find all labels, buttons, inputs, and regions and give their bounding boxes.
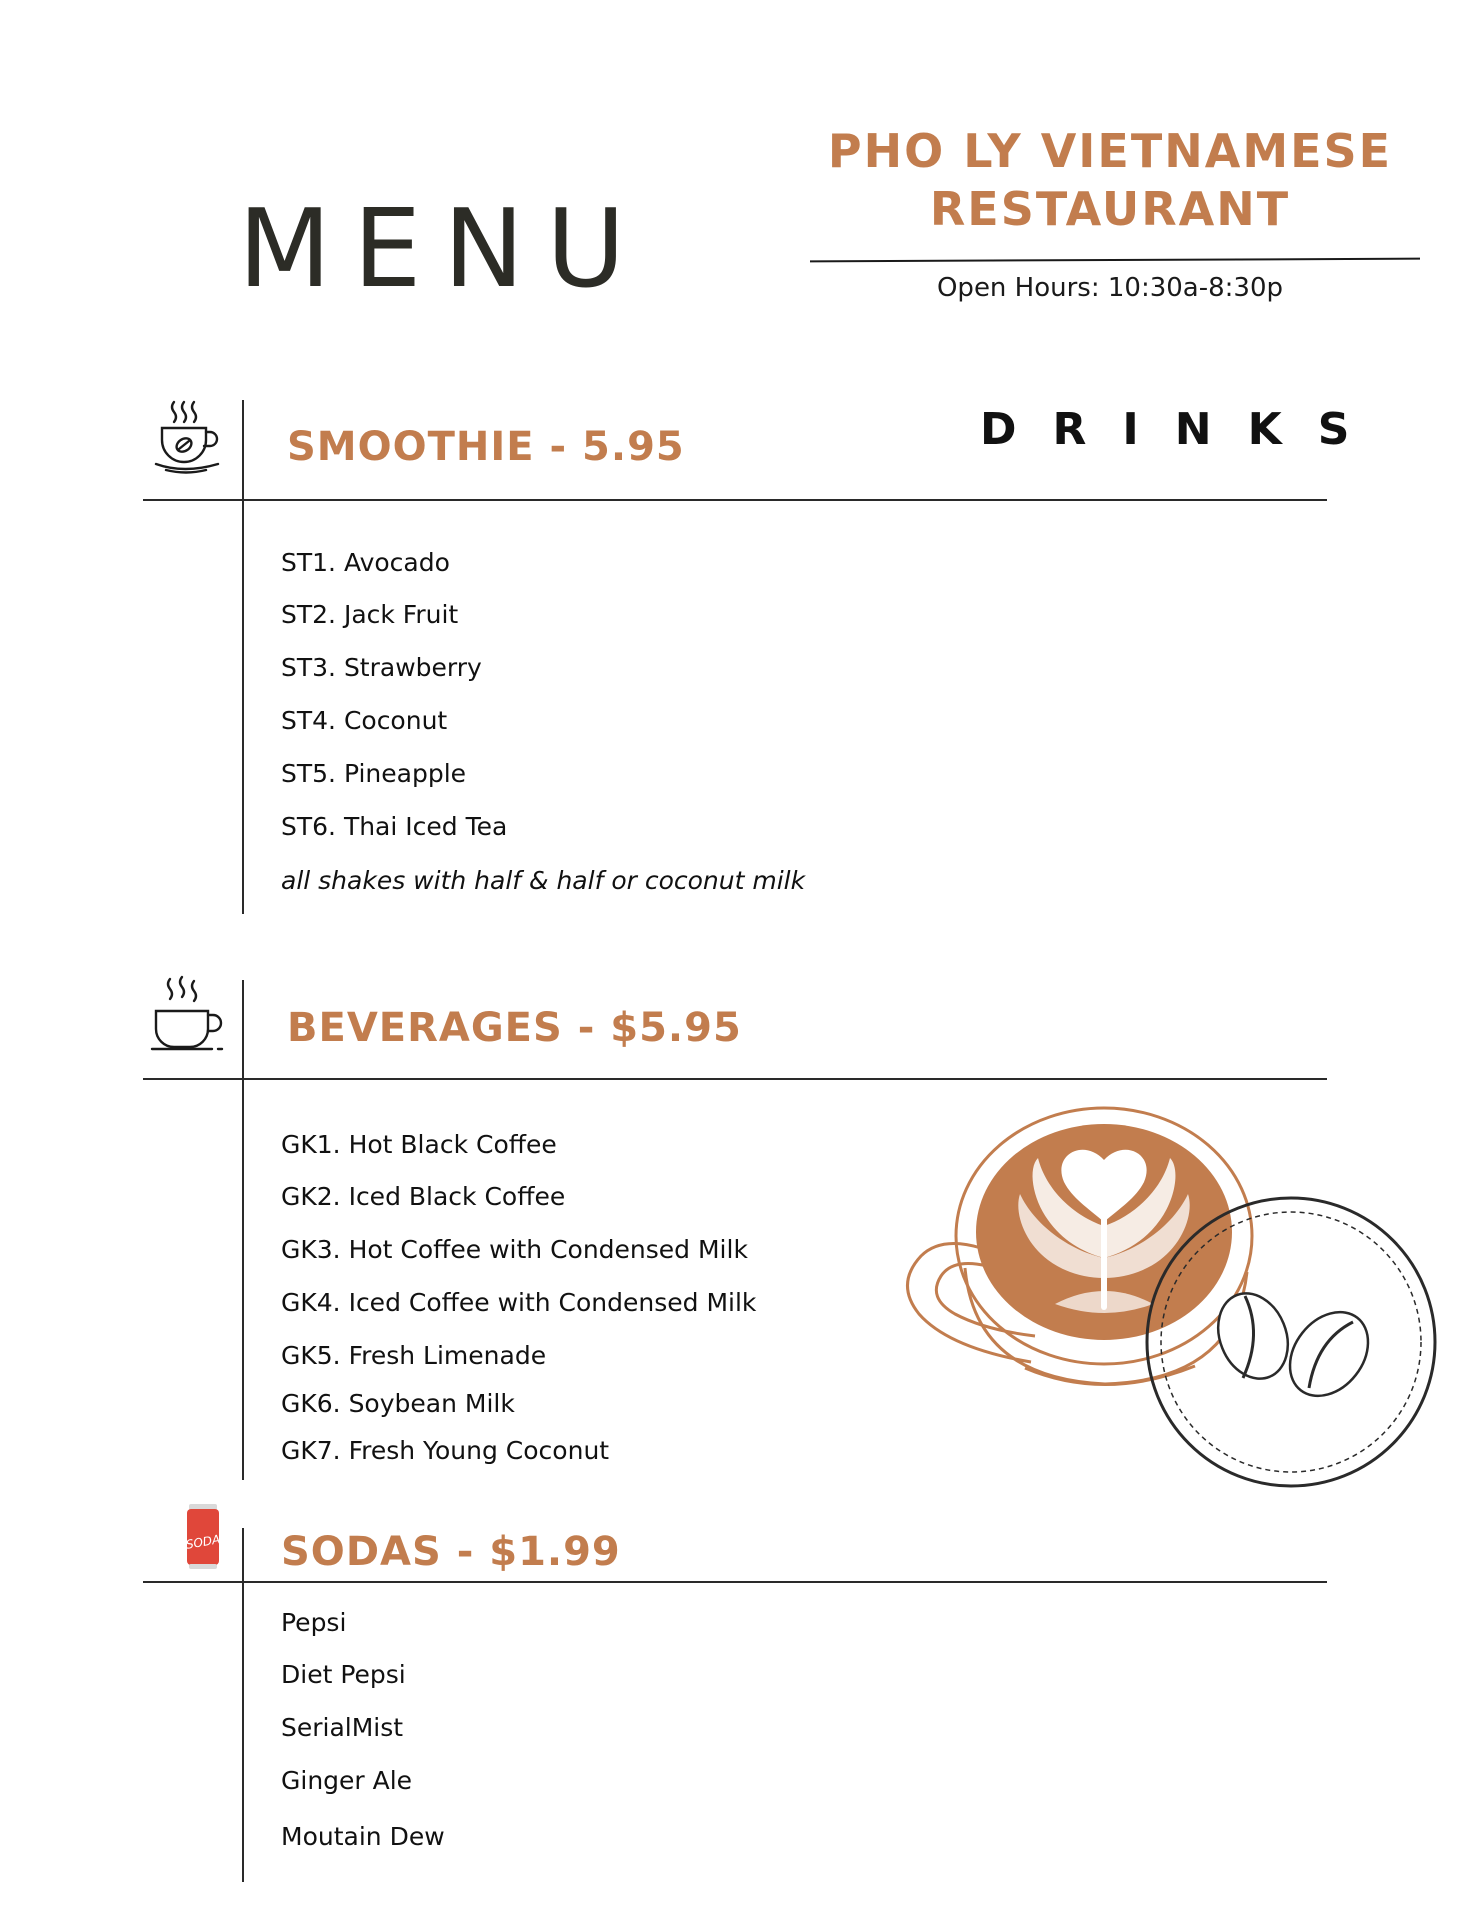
restaurant-name-line-2: RESTAURANT: [929, 182, 1291, 236]
latte-art-coffee-illustration: [905, 1098, 1445, 1490]
menu-item: GK6. Soybean Milk: [281, 1389, 515, 1418]
soda-can-label: SODA: [184, 1532, 222, 1552]
smoothie-heading: SMOOTHIE - 5.95: [287, 424, 685, 470]
menu-item: Moutain Dew: [281, 1822, 445, 1851]
menu-item: Ginger Ale: [281, 1766, 413, 1795]
sodas-divider: [143, 1581, 1327, 1583]
restaurant-name: [810, 122, 1410, 238]
menu-item: GK2. Iced Black Coffee: [281, 1182, 566, 1211]
restaurant-name-line-1: PHO LY VIETNAMESE: [827, 124, 1393, 178]
sodas-vertical-rule: [242, 1528, 244, 1882]
menu-item: Pepsi: [281, 1608, 347, 1637]
menu-item: GK3. Hot Coffee with Condensed Milk: [281, 1235, 748, 1264]
smoothie-vertical-rule: [242, 400, 244, 914]
menu-item: GK5. Fresh Limenade: [281, 1341, 547, 1370]
smoothie-divider: [143, 499, 1327, 501]
menu-item: GK1. Hot Black Coffee: [281, 1130, 557, 1159]
menu-item: GK7. Fresh Young Coconut: [281, 1436, 610, 1465]
drinks-title: DRINKS: [980, 404, 1386, 455]
beverages-vertical-rule: [242, 980, 244, 1480]
coffee-cup-icon: [152, 398, 224, 478]
open-hours: Open Hours: 10:30a-8:30p: [936, 273, 1284, 303]
steaming-cup-icon: [150, 975, 226, 1053]
beverages-divider: [143, 1078, 1327, 1080]
header-divider: [810, 258, 1420, 263]
menu-title: MENU: [238, 187, 648, 312]
menu-item: ST4. Coconut: [281, 706, 448, 735]
menu-item: ST6. Thai Iced Tea: [281, 812, 508, 841]
menu-item: ST1. Avocado: [281, 548, 450, 577]
menu-item: SerialMist: [281, 1713, 404, 1742]
soda-can-icon: [183, 1502, 223, 1570]
menu-item: GK4. Iced Coffee with Condensed Milk: [281, 1288, 757, 1317]
menu-item: Diet Pepsi: [281, 1660, 406, 1689]
menu-item: ST2. Jack Fruit: [281, 600, 459, 629]
sodas-heading: SODAS - $1.99: [281, 1529, 621, 1575]
menu-item: ST3. Strawberry: [281, 653, 482, 682]
beverages-heading: BEVERAGES - $5.95: [287, 1005, 742, 1051]
smoothie-note: all shakes with half & half or coconut milk: [281, 866, 806, 895]
menu-item: ST5. Pineapple: [281, 759, 467, 788]
